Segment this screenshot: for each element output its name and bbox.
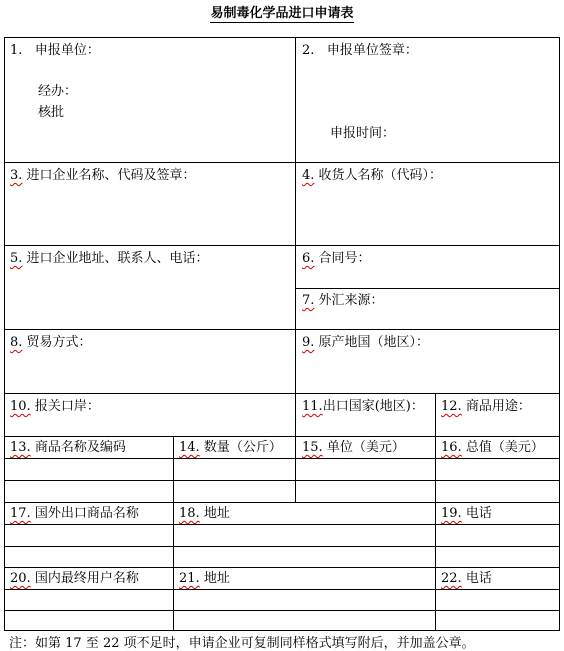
field-7-label: 7. 外汇来源：: [302, 293, 384, 308]
field-20-label: 20. 国内最终用户名称: [10, 571, 139, 586]
field-10-label: 10. 报关口岸：: [10, 399, 100, 414]
field-18-label: 18. 地址: [179, 506, 230, 521]
field-3-label: 3. 进口企业名称、代码及签章：: [10, 168, 196, 183]
field-4-label: 4. 收货人名称（代码）：: [302, 168, 443, 183]
field-14-label: 14. 数量（公斤）: [179, 440, 282, 455]
field-5-label: 5. 进口企业地址、联系人、电话：: [10, 251, 209, 266]
field-12-label: 12. 商品用途：: [441, 399, 531, 414]
field-22-label: 22. 电话: [441, 571, 492, 586]
field-16-label: 16. 总值（美元）: [441, 440, 544, 455]
field-2-label: 2. 申报单位签章：: [302, 43, 418, 58]
field-15-label: 15. 单位（美元）: [302, 440, 405, 455]
field-1-label: 1. 申报单位：: [10, 43, 100, 58]
approval-label: 核批: [38, 105, 65, 120]
footnote: 注：如第 17 至 22 项不足时，申请企业可复制同样格式填写附后，并加盖公章。: [9, 636, 475, 651]
field-8-label: 8. 贸易方式：: [10, 335, 92, 350]
field-17-label: 17. 国外出口商品名称: [10, 506, 139, 521]
apply-time-label: 申报时间：: [330, 126, 396, 141]
field-21-label: 21. 地址: [179, 571, 230, 586]
handler-label: 经办：: [38, 84, 78, 99]
field-13-label: 13. 商品名称及编码: [10, 440, 126, 455]
field-9-label: 9. 原产地国（地区）：: [302, 335, 430, 350]
field-6-label: 6. 合同号：: [302, 251, 371, 266]
form-title: 易制毒化学品进口申请表: [210, 6, 354, 21]
field-19-label: 19. 电话: [441, 506, 492, 521]
field-11-label: 11.出口国家(地区)：: [302, 399, 424, 414]
